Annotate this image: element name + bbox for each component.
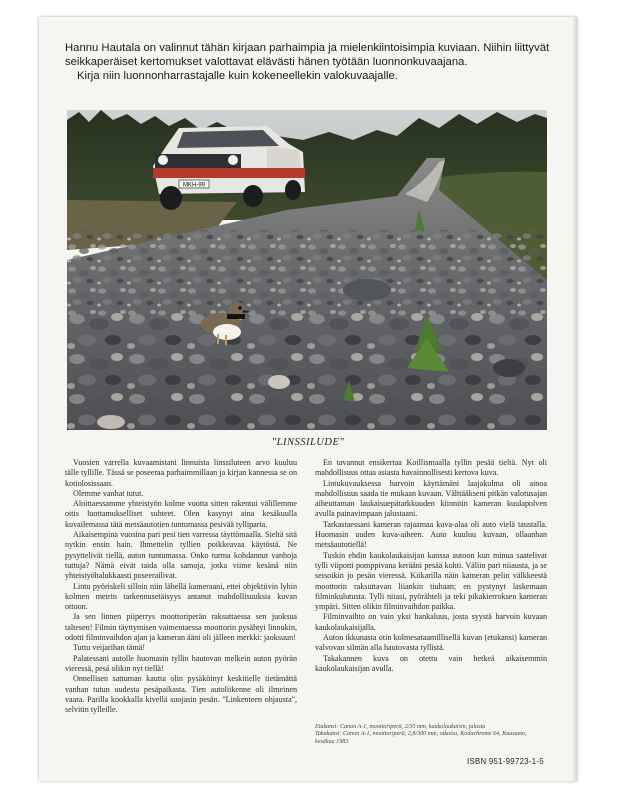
front-cover-credit: Etukansi: Canon A-1, moottoriperä, 2/35 mm, kaukolaukaisin, jalusta <box>315 724 486 730</box>
paragraph: Lintu pyöriskeli silloin niin lähellä kameraani, ettei objektiivin lyhin kolmen metrin tarkennusetäisyys antanut mahdollisuuksia kuvan ottoon. <box>65 581 297 612</box>
cover-edge-shadow <box>572 17 577 781</box>
paragraph: Palatessani autolle huomasin tyllin hautovan melkein auton pyörän vieressä, pesä olikin nyt tiellä! <box>65 653 297 673</box>
back-cover-credit: Takakansi: Canon A-1, moottoriperä, 2,8/300 mm, oikaisu, Kodachrome 64, Kuusamo, kesäkuu 1983 <box>315 731 527 745</box>
paragraph: Onnellisen sattuman kautta olin pysäköinyt keskitielle tietämättä vanhan tutun uudesta pesäpaikasta. Tien autoliikenne oli ilmeinen vaara. Parilla kookkalla kivellä suojasin pesän. "Linkenteen ohjausta", selvitin tylleille. <box>65 674 297 715</box>
gravel-texture-far <box>67 230 547 320</box>
license-plate: MKH-99 <box>182 182 206 189</box>
paragraph: Aikaisempina vuosina pari pesi tien varressa täyttömaalla. Sieltä sitä nytkin ensin hain. Ihmettelin tyllien poikkeavaa käytöstä. Ne pysyttelivät tiellä, auton tuntumassa. Onko turma kohdannut vanhoja tuttuja? Nämä eivät taida olla samoja, jotka viime kesänä niin yhteistyöhalukkaasti poseerailivat. <box>65 530 297 581</box>
photo-credits <box>315 724 547 746</box>
isbn-number: ISBN 951-99723-1-5 <box>467 757 544 766</box>
paragraph: Olemme vanhat tutut. <box>73 488 144 498</box>
gravel-texture-near <box>67 310 547 430</box>
paragraph: Takakannen kuva on otettu vain hetkeä aikaisemmin kaukolaukaisijan avulla. <box>315 653 547 673</box>
paragraph: Aloittaessamme yhteistyön kolme vuotta sitten rakentui välillemme oitis luottamukselliset suhteet. Olen kasynyt aina kesäkuulla kuvailemassa tätä metsäautotien tuntumassa pesivää tylliparia. <box>65 499 297 529</box>
intro-text <box>65 41 555 84</box>
paragraph: Vuosien varrella kuvaamistani linnuista linssiluteen arvo kuuluu tälle tyllille. Tässä se poseeraa parhaimmillaan ja kirjan kannessa se on kotiolosissaan. <box>65 458 297 488</box>
paragraph: En tavannut ensikertaa Koillismaalla tyllin pesää tieltä. Nyt oli mahdollisuus ottaa asiasta havainnollisesti kertova kuva. <box>315 458 547 478</box>
book-back-cover <box>39 17 577 781</box>
paragraph: Filminvaihto on vain yksi hankaluus, josta syystä harvoin kuvaan kaukolaukaisijalla. <box>315 612 547 632</box>
intro-paragraph-2: Kirja niin luonnonharrastajalle kuin kokeneellekin valokuvaajalle. <box>77 70 398 83</box>
cover-photo-plover-on-road <box>67 110 547 430</box>
photo-caption: "LINSSILUDE" <box>271 437 345 448</box>
intro-paragraph-1: Hannu Hautala on valinnut tähän kirjaan parhaimpia ja mielenkiintoisimpia kuviaan. Niihin liittyvät seikkaperäiset kertomukset valottavat elävästi hänen työtään luonnonkuvaajana. <box>65 42 550 69</box>
article-right-column <box>315 458 547 674</box>
paragraph: Tuskin ehdin kaukolaukaisijan kanssa autoon kun minua saatelivat tylli viipotti pomppivana kerääni pesää kohti. Väliin pari niiausta, ja se seisoikin jo pesän vieressä. Kiikarilla näin kameran pelin välkkeestä moottorin raksuttavan liiankin tiuhaan; en pystynyt laskemaan filminkulutusta. Tylli niiasi, pyörähteli ja teki pikakierroksen kameran ympäri. Sitten olikin filminvaihdon paikka. <box>315 550 547 612</box>
paragraph: Auton ikkunasta otin kolmesataamillisellä kuvan (etukansi) kameran valvovan silmän alla hautovasta tyllistä. <box>315 633 547 653</box>
rock <box>268 375 290 389</box>
rock <box>97 415 125 429</box>
paragraph: Lintukuvauksessa harvoin käyttämäni laajakulma oli ainoa mahdollisuus saada tie mukaan kuvaan. Välttääkseni pitkän valotusajan aiheuttaman laukaisuepätarkkuuden kiinnitin kameran kuulapolven avulla painavimpaan jalustaani. <box>315 478 547 519</box>
car-red-stripe <box>153 168 305 178</box>
article-left-column <box>65 458 297 715</box>
rock <box>343 279 391 301</box>
rock <box>493 359 525 377</box>
paragraph: Ja sen linnen piiperrys moottoriperän raksuttaessa sen juoksua taltesen! Filmin täyttymisen vaimentaessa moottorin pysähtyi linnukin, odotti filminvaihdon ajan ja kameran ääni oli jälleen merkki: jaoksuun! <box>65 612 297 643</box>
paragraph: Tuttu veijarihan tämä! <box>73 643 146 653</box>
paragraph: Tarkastaessani kameran rajaamaa kuva-alaa oli auto vielä taustalla. Huomasin uuden kuva-aiheen. Auto kuuluu kuvaan, ollaanhan metsäautotiellä! <box>315 519 547 550</box>
